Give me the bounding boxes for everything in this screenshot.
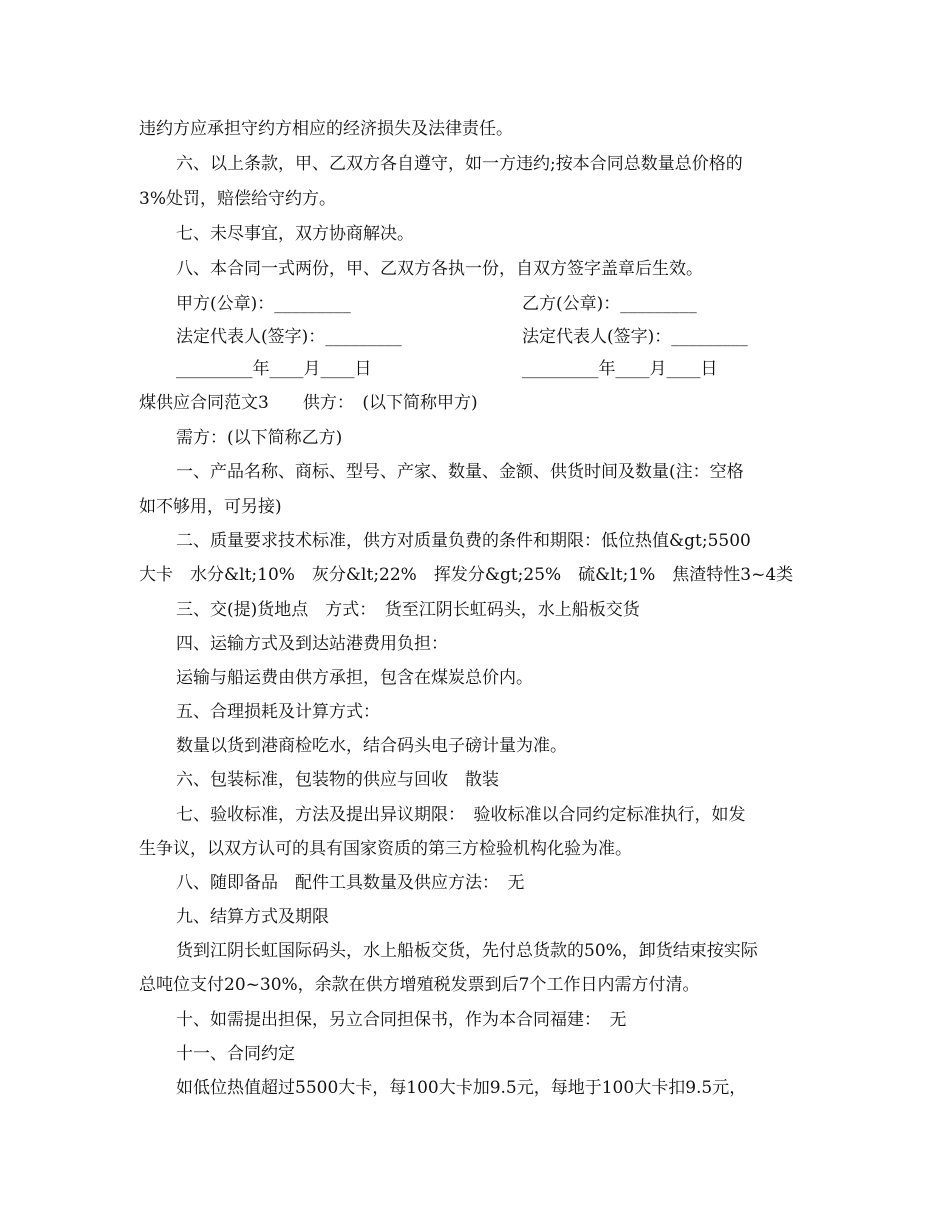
text-line: 大卡 水分&lt;10% 灰分&lt;22% 挥发分&gt;25% 硫&lt;1% 焦渣特性3~4类 bbox=[139, 565, 794, 585]
party-b-date: _________年____月____日 bbox=[522, 359, 718, 379]
party-a-date: _________年____月____日 bbox=[176, 359, 372, 379]
text-line: 生争议，以双方认可的具有国家资质的第三方检验机构化验为准。 bbox=[139, 839, 632, 859]
text-line: 六、以上条款，甲、乙双方各自遵守，如一方违约;按本合同总数量总价格的 bbox=[176, 154, 743, 174]
text-line: 七、未尽事宜，双方协商解决。 bbox=[176, 224, 414, 244]
text-line: 违约方应承担守约方相应的经济损失及法律责任。 bbox=[139, 119, 513, 139]
text-line: 八、本合同一式两份，甲、乙双方各执一份，自双方签字盖章后生效。 bbox=[176, 259, 703, 279]
section-heading: 煤供应合同范文3 供方： (以下简称甲方) bbox=[139, 393, 478, 413]
text-line: 总吨位支付20~30%，余款在供方增殖税发票到后7个工作日内需方付清。 bbox=[139, 975, 700, 995]
party-a-representative: 法定代表人(签字)：_________ bbox=[176, 327, 402, 347]
text-line: 数量以货到港商检吃水，结合码头电子磅计量为准。 bbox=[176, 736, 567, 756]
text-line: 运输与船运费由供方承担，包含在煤炭总价内。 bbox=[176, 668, 533, 688]
text-line: 九、结算方式及期限 bbox=[176, 907, 329, 927]
text-line: 八、随即备品 配件工具数量及供应方法： 无 bbox=[176, 873, 525, 893]
text-line: 如不够用，可另接) bbox=[139, 497, 282, 517]
text-line: 需方：(以下简称乙方) bbox=[176, 428, 343, 448]
text-line: 五、合理损耗及计算方式： bbox=[176, 702, 380, 722]
text-line: 十、如需提出担保，另立合同担保书，作为本合同福建： 无 bbox=[176, 1010, 627, 1030]
text-line: 七、验收标准，方法及提出异议期限： 验收标准以合同约定标准执行，如发 bbox=[176, 805, 746, 825]
text-line: 3%处罚，赔偿给守约方。 bbox=[139, 189, 336, 209]
text-line: 六、包装标准，包装物的供应与回收 散装 bbox=[176, 770, 499, 790]
party-b-seal: 乙方(公章)：_________ bbox=[522, 294, 697, 314]
party-b-representative: 法定代表人(签字)：_________ bbox=[522, 327, 748, 347]
text-line: 四、运输方式及到达站港费用负担： bbox=[176, 634, 448, 654]
text-line: 货到江阴长虹国际码头，水上船板交货，先付总货款的50%，卸货结束按实际 bbox=[176, 941, 758, 961]
text-line: 三、交(提)货地点 方式： 货至江阴长虹码头，水上船板交货 bbox=[176, 600, 640, 620]
text-line: 一、产品名称、商标、型号、产家、数量、金额、供货时间及数量(注：空格 bbox=[176, 462, 744, 482]
party-a-seal: 甲方(公章)：_________ bbox=[176, 294, 351, 314]
text-line: 二、质量要求技术标准，供方对质量负费的条件和期限：低位热值&gt;5500 bbox=[176, 531, 751, 551]
text-line: 十一、合同约定 bbox=[176, 1044, 295, 1064]
text-line: 如低位热值超过5500大卡，每100大卡加9.5元，每地于100大卡扣9.5元， bbox=[176, 1078, 747, 1098]
